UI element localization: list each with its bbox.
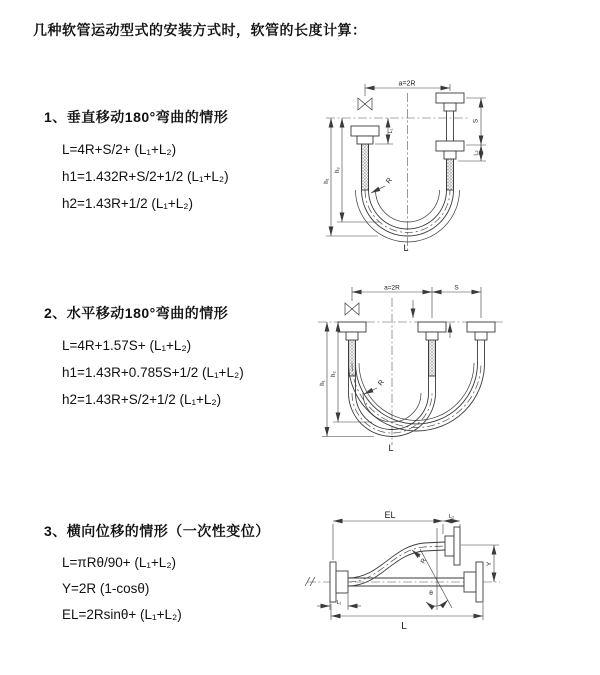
dim-l2: [443, 514, 460, 527]
formula-line: h1=1.432R+S/2+1/2 (L₁+L₂): [62, 169, 229, 184]
section-1-heading: 1、垂直移动180°弯曲的情形: [44, 109, 229, 125]
valve-icon: [358, 98, 372, 110]
diagram-horizontal-bend: [310, 280, 595, 460]
length-label: L: [401, 621, 407, 632]
page-title: 几种软管运动型式的安装方式时，软管的长度计算：: [33, 22, 367, 38]
dim-label-y: Y: [486, 561, 493, 567]
dim-label-l1: L₁: [388, 128, 394, 134]
curved-hose-position: [348, 527, 460, 586]
length-label: L: [388, 443, 394, 453]
dim-s: [458, 98, 486, 161]
dim-label-l1: L₁: [336, 600, 342, 606]
dim-label-l2: L₂: [473, 150, 480, 156]
dim-label-s: S: [454, 284, 459, 292]
dim-label-h2: h₂: [331, 371, 337, 377]
right-fittings: [436, 93, 464, 159]
formula-line: h2=1.43R+S/2+1/2 (L₁+L₂): [62, 392, 222, 407]
formula-line: L=4R+1.57S+ (L₁+L₂): [62, 338, 192, 353]
diagram-vertical-bend: [310, 75, 595, 260]
section-vertical-move: [44, 107, 229, 217]
theta-label: θ: [429, 590, 433, 597]
section-2-heading: 2、水平移动180°弯曲的情形: [44, 305, 229, 321]
left-flange: [330, 562, 348, 602]
dim-a2r-s: [352, 285, 481, 319]
radius-callout: [412, 550, 428, 565]
section-1-formulas: [44, 136, 229, 217]
pipe-break-mark: [305, 577, 315, 586]
dim-el: [333, 510, 443, 560]
formula-line: L=πRθ/90+ (L₁+L₂): [62, 555, 177, 570]
radius-label: R: [419, 557, 429, 565]
dim-l1: [317, 594, 361, 610]
radius-label: R: [385, 176, 394, 186]
fittings: [338, 322, 495, 340]
section-3-formulas: [44, 550, 270, 628]
formula-line: h2=1.43R+1/2 (L₁+L₂): [62, 196, 194, 211]
formula-line: L=4R+S/2+ (L₁+L₂): [62, 142, 177, 157]
formula-line: EL=2Rsinθ+ (L₁+L₂): [62, 607, 182, 622]
dim-label-h1: h₁: [320, 380, 326, 386]
formula-line: h1=1.43R+0.785S+1/2 (L₁+L₂): [62, 365, 244, 380]
left-fitting: [351, 126, 379, 144]
radius-callout: [371, 177, 394, 193]
dim-label-h2: h₂: [335, 167, 341, 173]
dim-label-h1: h₁: [324, 178, 330, 184]
length-label: L: [403, 243, 409, 253]
radius-label: R: [377, 378, 386, 388]
section-3-heading: 3、横向位移的情形（一次性变位）: [44, 523, 270, 539]
valve-icon: [345, 303, 359, 315]
dim-label-a2r: a=2R: [398, 80, 416, 88]
section-horizontal-move: [44, 303, 244, 413]
dim-l: [331, 603, 483, 632]
dim-label-el: EL: [384, 510, 396, 520]
section-lateral-move: [44, 521, 270, 628]
radius-callout: [364, 379, 386, 394]
dim-label-a2r: a=2R: [384, 284, 400, 292]
dim-label-s: S: [472, 118, 480, 124]
section-2-formulas: [44, 332, 244, 413]
dim-label-l2: L₂: [448, 514, 455, 520]
formula-line: Y=2R (1-cosθ): [62, 581, 150, 596]
diagram-lateral-displacement: [300, 500, 600, 650]
